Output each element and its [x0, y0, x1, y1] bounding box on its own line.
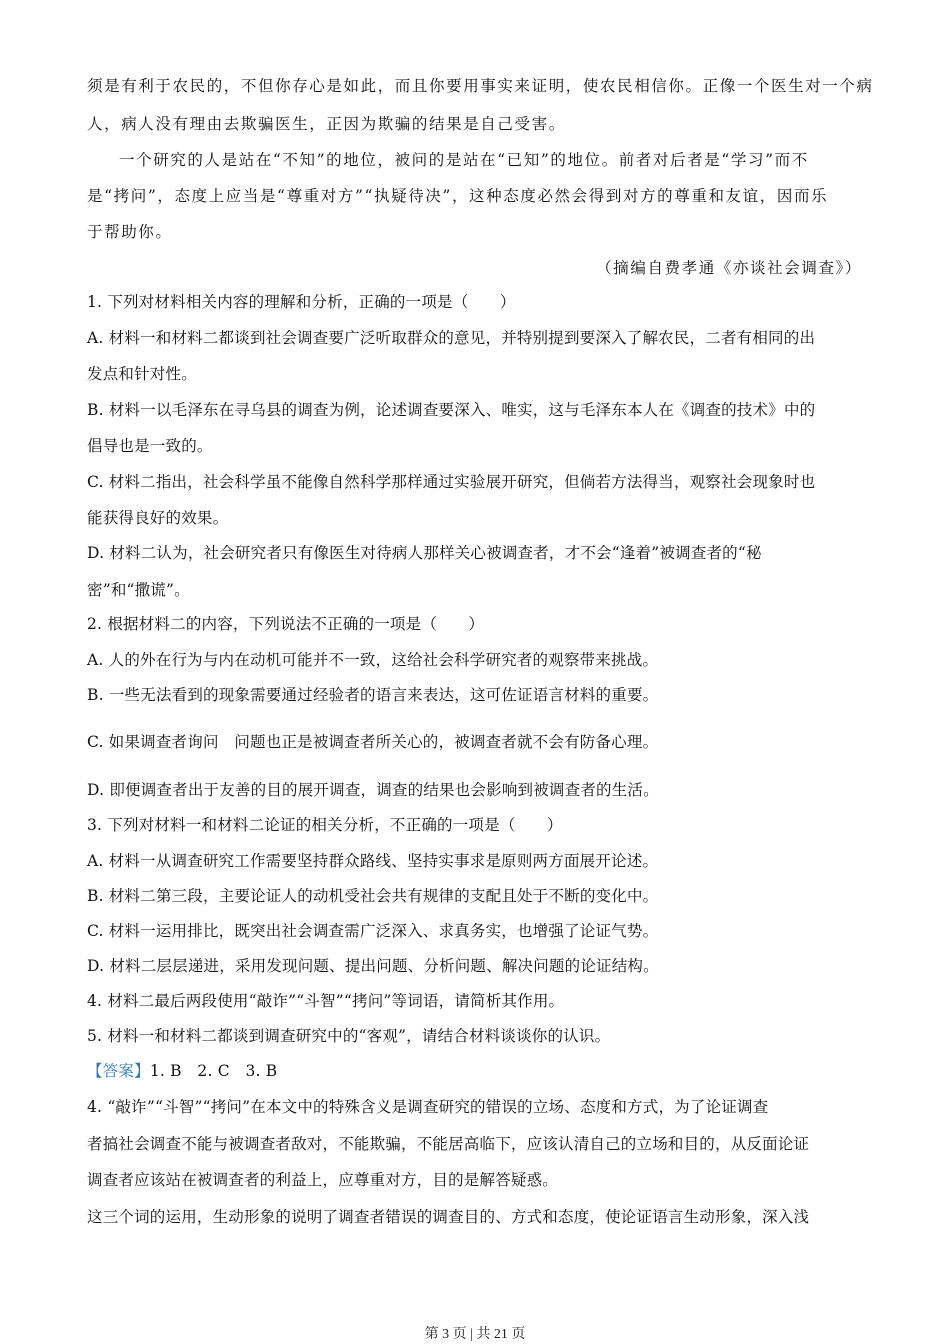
- question-1-option-b-cont: 倡导也是一致的。: [87, 437, 213, 455]
- question-2-option-b: B. 一些无法看到的现象需要通过经验者的语言来表达，这可佐证语言材料的重要。: [87, 686, 659, 704]
- question-3-option-d: D. 材料二层层递进，采用发现问题、提出问题、分析问题、解决问题的论证结构。: [87, 957, 659, 975]
- question-1-option-b: B. 材料一以毛泽东在寻乌县的调查为例，论述调查要深入、唯实，这与毛泽东本人在《调查的技术》中的: [87, 401, 816, 419]
- answer-line: 4. “敲诈”“斗智”“拷问”在本文中的特殊含义是调查研究的错误的立场、态度和方式，为了论证调查: [87, 1098, 769, 1116]
- question-1-option-d-cont: 密”和“撒谎”。: [87, 581, 190, 599]
- question-1-option-c-cont: 能获得良好的效果。: [87, 509, 229, 527]
- answer-choices: 1. B 2. C 3. B: [149, 1062, 278, 1080]
- question-2-option-d: D. 即便调查者出于友善的目的展开调查，调查的结果也会影响到被调查者的生活。: [87, 781, 659, 799]
- question-1-option-c: C. 材料二指出，社会科学虽不能像自然科学那样通过实验展开研究，但倘若方法得当，观察社会现象时也: [87, 473, 816, 491]
- question-4: 4. 材料二最后两段使用“敲诈”“斗智”“拷问”等词语，请简析其作用。: [87, 992, 565, 1010]
- answer-line: 者搞社会调查不能与被调查者敌对，不能欺骗，不能居高临下，应该认清自己的立场和目的，从反面论证: [87, 1135, 810, 1153]
- page-footer: 第 3 页 | 共 21 页: [424, 1327, 526, 1342]
- passage-line: 是“拷问”，态度上应当是“尊重对方”“执疑待决”，这种态度必然会得到对方的尊重和友谊，因而乐: [87, 187, 829, 205]
- question-3-option-b: B. 材料二第三段，主要论证人的动机受社会共有规律的支配且处于不断的变化中。: [87, 887, 659, 905]
- question-3-option-c: C. 材料一运用排比，既突出社会调查需广泛深入、求真务实，也增强了论证气势。: [87, 922, 659, 940]
- passage-line: 一个研究的人是站在“不知”的地位，被问的是站在“已知”的地位。前者对后者是“学习”而不: [119, 151, 809, 169]
- question-5: 5. 材料一和材料二都谈到调查研究中的“客观”，请结合材料谈谈你的认识。: [87, 1027, 611, 1045]
- passage-line: 于帮助你。: [87, 223, 173, 241]
- question-1-stem: 1. 下列对材料相关内容的理解和分析，正确的一项是（ ）: [87, 293, 516, 311]
- question-1-option-d: D. 材料二认为，社会研究者只有像医生对待病人那样关心被调查者，才不会“逢着”被调查者的“秘: [87, 544, 762, 562]
- question-2-option-c: C. 如果调查者询问 问题也正是被调查者所关心的，被调查者就不会有防备心理。: [87, 733, 659, 751]
- question-3-option-a: A. 材料一从调查研究工作需要坚持群众路线、坚持实事求是原则两方面展开论述。: [87, 852, 659, 870]
- answer-line: 调查者应该站在被调查者的利益上，应尊重对方，目的是解答疑惑。: [87, 1171, 559, 1189]
- question-1-option-a: A. 材料一和材料二都谈到社会调查要广泛听取群众的意见，并特别提到要深入了解农民，二者有相同的出: [87, 329, 816, 347]
- question-3-stem: 3. 下列对材料一和材料二论证的相关分析，不正确的一项是（ ）: [87, 816, 563, 834]
- question-2-stem: 2. 根据材料二的内容，下列说法不正确的一项是（ ）: [87, 615, 485, 633]
- passage-line: 须是有利于农民的，不但你存心是如此，而且你要用事实来证明，使农民相信你。正像一个医生对一个病: [87, 77, 874, 95]
- passage-source: （摘编自费孝通《亦谈社会调查》）: [596, 259, 862, 277]
- question-1-option-a-cont: 发点和针对性。: [87, 365, 197, 383]
- answer-row: [87, 1061, 863, 1081]
- answer-label: 【答案】: [87, 1062, 150, 1080]
- question-2-option-a: A. 人的外在行为与内在动机可能并不一致，这给社会科学研究者的观察带来挑战。: [87, 651, 659, 669]
- answer-line: 这三个词的运用，生动形象的说明了调查者错误的调查目的、方式和态度，使论证语言生动形象，深入浅: [87, 1208, 810, 1226]
- passage-line: 人，病人没有理由去欺骗医生，正因为欺骗的结果是自己受害。: [87, 115, 566, 133]
